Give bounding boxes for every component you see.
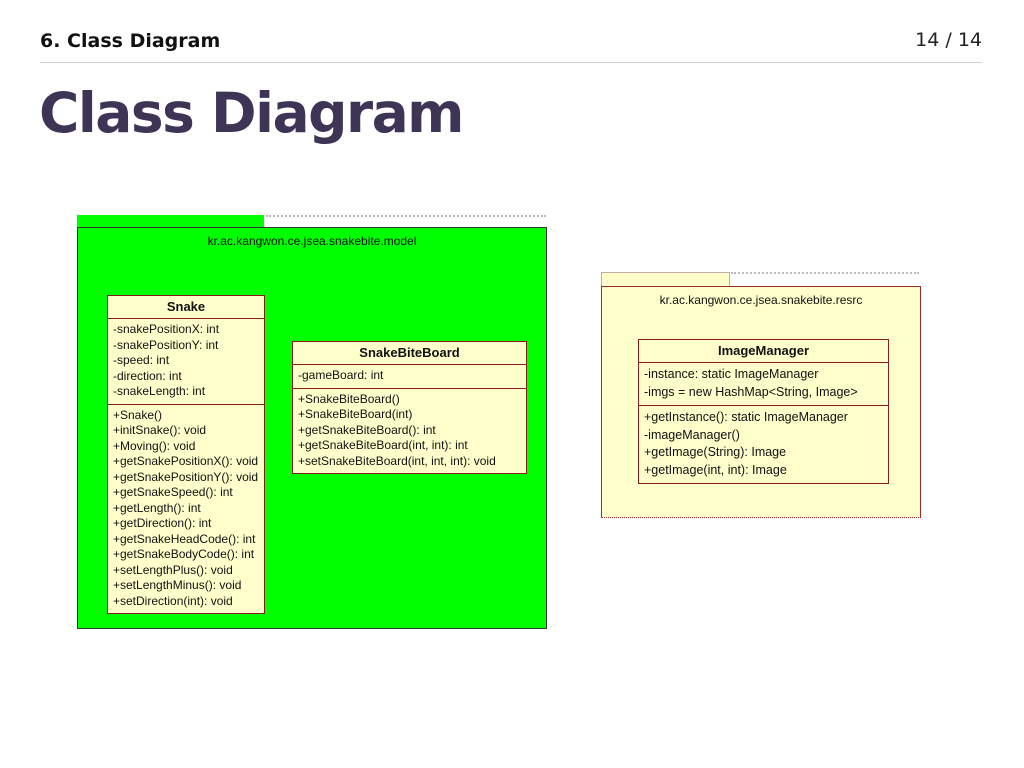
attribute: -gameBoard: int [298, 368, 384, 382]
class-attributes [293, 365, 526, 389]
attribute: -imgs = new HashMap<String, Image> [644, 384, 858, 399]
operation: +getLength(): int [113, 500, 201, 515]
class-attributes [108, 319, 264, 405]
package-name: kr.ac.kangwon.ce.jsea.snakebite.resrc [659, 293, 863, 307]
operation: +getSnakeSpeed(): int [113, 485, 233, 499]
operation: +getSnakePositionY(): void [113, 469, 259, 484]
operation: +getDirection(): int [113, 516, 212, 530]
operation: +setLengthMinus(): void [113, 578, 242, 592]
operation: +initSnake(): void [113, 423, 207, 437]
attribute: -snakePositionY: int [113, 337, 219, 352]
operation: +getInstance(): static ImageManager [644, 410, 848, 424]
attribute: -direction: int [113, 368, 182, 383]
operation: +getSnakeBodyCode(): int [113, 547, 255, 561]
class-name: ImageManager [639, 340, 888, 363]
class-imagemanager [638, 339, 889, 484]
operation: -imageManager() [644, 427, 740, 442]
class-name: SnakeBiteBoard [293, 342, 526, 365]
operation: +getImage(String): Image [644, 445, 787, 459]
class-attributes [639, 363, 888, 406]
class-operations [639, 406, 888, 483]
section-title: 6. Class Diagram [40, 30, 221, 52]
attribute: -snakeLength: int [113, 384, 206, 398]
operation: +getSnakeBiteBoard(): int [298, 422, 436, 437]
page-number: 14 / 14 [915, 29, 982, 51]
operation: +getSnakePositionX(): void [113, 454, 259, 468]
operation: +setLengthPlus(): void [113, 562, 233, 577]
operation: +getImage(int, int): Image [644, 462, 787, 477]
operation: +getSnakeHeadCode(): int [113, 531, 256, 546]
class-name: Snake [108, 296, 264, 319]
slide-title: Class Diagram [39, 81, 463, 145]
attribute: -instance: static ImageManager [644, 367, 819, 381]
operation: +setDirection(int): void [113, 593, 233, 608]
class-operations [293, 389, 526, 474]
package-name: kr.ac.kangwon.ce.jsea.snakebite.model [207, 234, 417, 248]
class-operations [108, 405, 264, 614]
package-tab [601, 272, 730, 287]
operation: +Snake() [113, 407, 163, 422]
package-tab-dotted-line [266, 215, 546, 217]
operation: +SnakeBiteBoard() [298, 391, 400, 406]
operation: +Moving(): void [113, 438, 196, 453]
package-tab-dotted-line [731, 272, 919, 274]
class-snake [107, 295, 265, 614]
operation: +setSnakeBiteBoard(int, int, int): void [298, 453, 496, 468]
attribute: -speed: int [113, 353, 170, 367]
class-snakebiteboard [292, 341, 527, 474]
attribute: -snakePositionX: int [113, 322, 220, 336]
operation: +SnakeBiteBoard(int) [298, 407, 413, 421]
operation: +getSnakeBiteBoard(int, int): int [298, 438, 468, 452]
